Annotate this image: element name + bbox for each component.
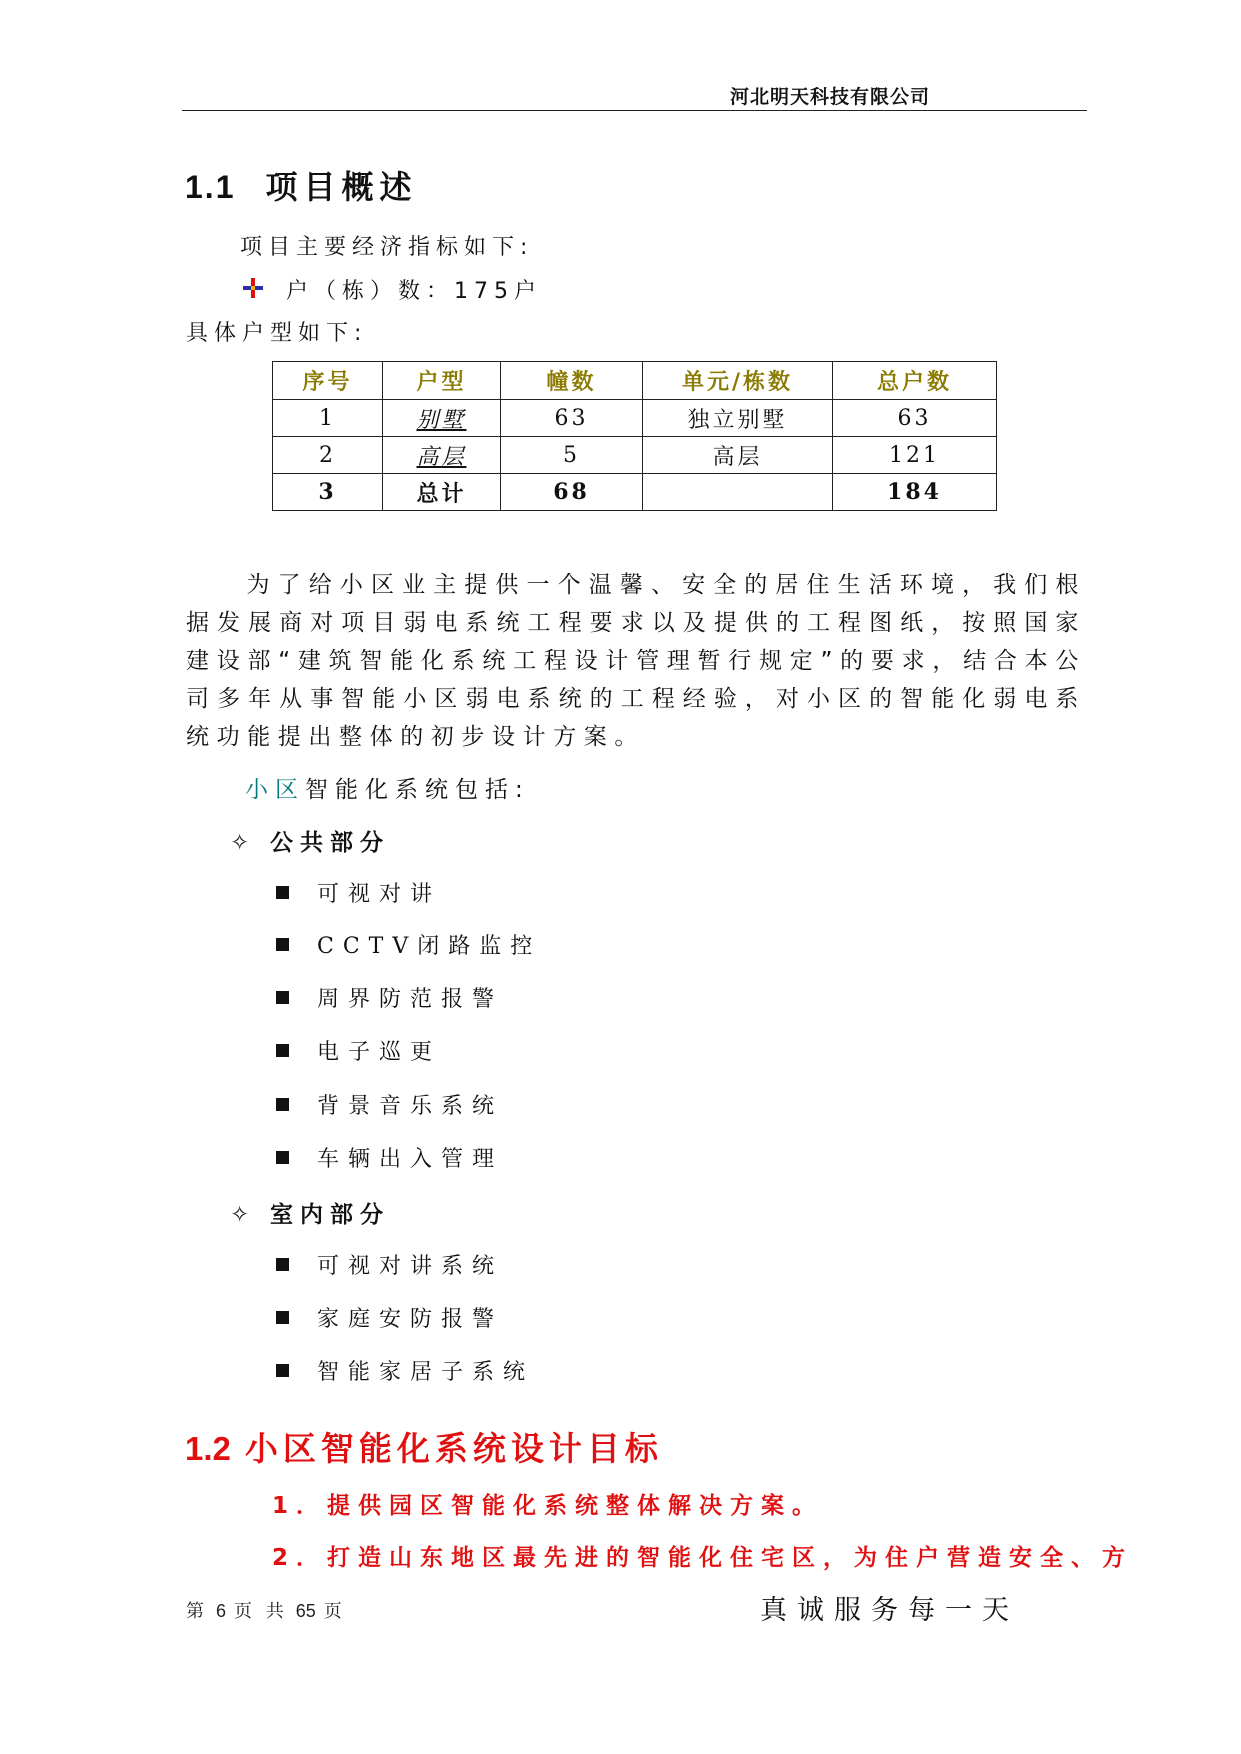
list-item xyxy=(276,1302,503,1333)
table-cell: 63 xyxy=(501,400,643,437)
diamond-bullet-icon: ✧ xyxy=(230,830,257,856)
table-cell-link[interactable]: 别墅 xyxy=(383,400,501,437)
households-line: 户（栋）数：175户 xyxy=(286,279,542,304)
goal-item: 1．提供园区智能化系统整体解决方案。 xyxy=(272,1493,824,1519)
page-number xyxy=(186,1597,346,1623)
unit-type-table xyxy=(272,361,997,511)
square-bullet-icon xyxy=(276,938,289,951)
page-total: 65 xyxy=(295,1601,316,1621)
table-row xyxy=(273,437,997,474)
list-item xyxy=(276,1355,534,1386)
list-item xyxy=(276,1089,503,1120)
square-bullet-icon xyxy=(276,1151,289,1164)
page-prefix: 第 xyxy=(186,1601,208,1622)
square-bullet-icon xyxy=(276,886,289,899)
section-number: 1.2 xyxy=(185,1430,231,1467)
table-cell: 1 xyxy=(273,400,383,437)
plus-bullet-icon xyxy=(243,278,263,298)
systems-intro-text: 智能化系统包括: xyxy=(305,777,530,803)
table-header-cell: 单元/栋数 xyxy=(643,362,833,400)
list-item-label: CCTV闭路监控 xyxy=(317,934,542,959)
page-mid: 页 共 xyxy=(234,1601,288,1622)
square-bullet-icon xyxy=(276,1311,289,1324)
unit-types-label: 具体户型如下: xyxy=(186,321,368,346)
list-item-label: 背景音乐系统 xyxy=(317,1094,504,1119)
systems-intro-highlight: 小区 xyxy=(245,777,305,803)
list-item-label: 周界防范报警 xyxy=(317,987,504,1012)
table-header-cell: 幢数 xyxy=(501,362,643,400)
list-item-label: 可视对讲 xyxy=(317,882,442,907)
body-paragraph-text: 为了给小区业主提供一个温馨、安全的居住生活环境，我们根据发展商对项目弱电系统工程要求以及提供的工程图纸，按照国家建设部“建筑智能化系统工程设计管理暂行规定”的要求，结合本公司多年从事智能小区弱电系统的工程经验，对小区的智能化弱电系统功能提出整体的初步设计方案。 xyxy=(186,572,1086,750)
table-cell: 2 xyxy=(273,437,383,474)
table-cell: 独立别墅 xyxy=(643,400,833,437)
diamond-bullet-icon: ✧ xyxy=(230,1202,257,1228)
page-suffix: 页 xyxy=(323,1601,346,1622)
header-rule xyxy=(182,110,1087,111)
table-cell: 68 xyxy=(501,474,643,511)
table-cell: 63 xyxy=(833,400,997,437)
square-bullet-icon xyxy=(276,991,289,1004)
list-item-label: 家庭安防报警 xyxy=(317,1307,504,1332)
table-cell: 高层 xyxy=(643,437,833,474)
table-header-cell: 序号 xyxy=(273,362,383,400)
section-heading-2 xyxy=(185,1423,663,1470)
list-item xyxy=(276,929,541,960)
systems-intro xyxy=(245,771,530,804)
table-total-row xyxy=(273,474,997,511)
page-current: 6 xyxy=(216,1601,227,1621)
list-item xyxy=(276,877,441,908)
indoor-section-heading xyxy=(230,1196,390,1229)
list-item-label: 车辆出入管理 xyxy=(317,1147,504,1172)
list-item xyxy=(276,982,503,1013)
table-cell xyxy=(643,474,833,511)
section-number: 1.1 xyxy=(185,169,236,205)
section-title: 小区智能化系统设计目标 xyxy=(244,1429,663,1468)
table-cell: 184 xyxy=(833,474,997,511)
list-item-label: 智能家居子系统 xyxy=(317,1360,535,1385)
list-item xyxy=(276,1142,503,1173)
table-cell: 5 xyxy=(501,437,643,474)
indoor-section-title: 室内部分 xyxy=(270,1202,390,1228)
public-section-heading xyxy=(230,824,390,857)
table-header-row xyxy=(273,362,997,400)
table-row xyxy=(273,400,997,437)
list-item-label: 可视对讲系统 xyxy=(317,1254,504,1279)
table-cell: 3 xyxy=(273,474,383,511)
table-cell: 121 xyxy=(833,437,997,474)
section-heading-1 xyxy=(185,162,418,208)
public-section-title: 公共部分 xyxy=(270,830,390,856)
body-paragraph xyxy=(186,566,1086,756)
table-header-cell: 户型 xyxy=(383,362,501,400)
list-item xyxy=(276,1035,441,1066)
footer-slogan: 真诚服务每一天 xyxy=(760,1595,1019,1626)
intro-line: 项目主要经济指标如下: xyxy=(240,235,534,260)
header-company: 河北明天科技有限公司 xyxy=(730,86,931,108)
table-header-cell: 总户数 xyxy=(833,362,997,400)
square-bullet-icon xyxy=(276,1364,289,1377)
square-bullet-icon xyxy=(276,1258,289,1271)
list-item-label: 电子巡更 xyxy=(317,1040,442,1065)
table-cell-link[interactable]: 高层 xyxy=(383,437,501,474)
list-item xyxy=(276,1249,503,1280)
table-cell: 总计 xyxy=(383,474,501,511)
section-title: 项目概述 xyxy=(265,168,418,206)
square-bullet-icon xyxy=(276,1044,289,1057)
square-bullet-icon xyxy=(276,1098,289,1111)
goal-item: 2．打造山东地区最先进的智能化住宅区，为住户营造安全、方 xyxy=(272,1545,1134,1571)
